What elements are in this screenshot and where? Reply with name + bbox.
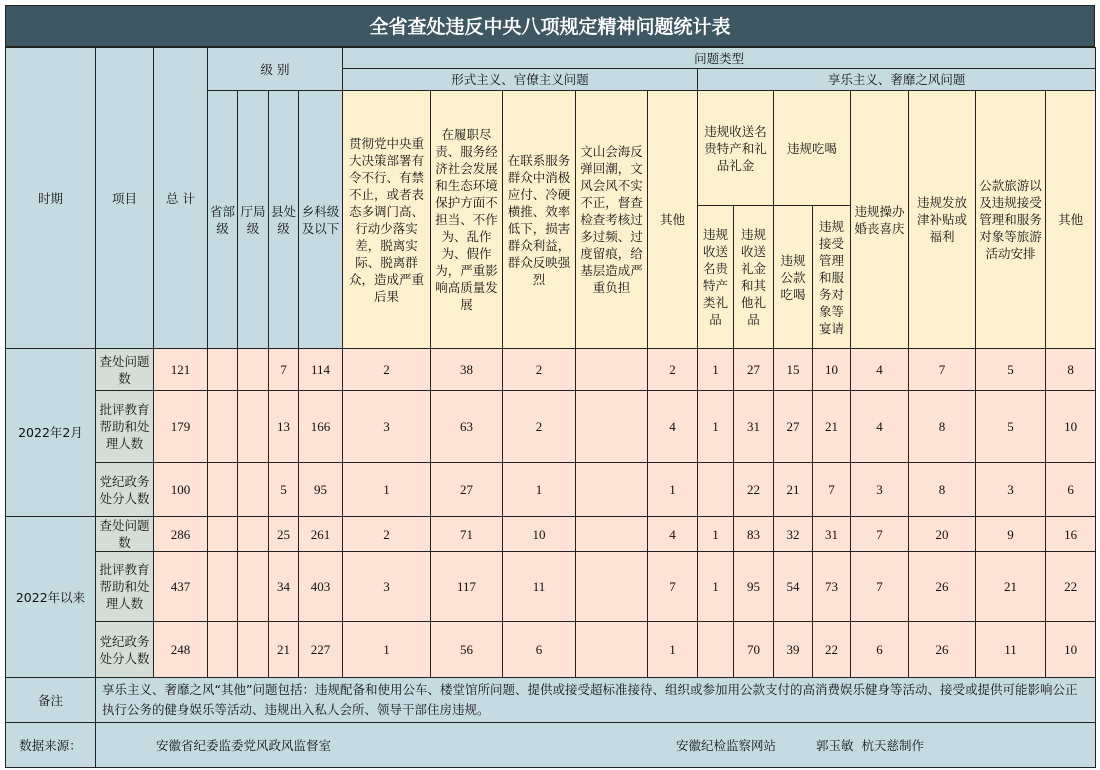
header-total: 总 计: [154, 48, 208, 349]
value-cell: 22: [734, 463, 774, 517]
total-cell: 437: [154, 552, 208, 622]
value-cell: 2: [343, 349, 431, 391]
value-cell: 21: [774, 463, 813, 517]
header-level-county: 县处级: [269, 91, 299, 349]
value-cell: 2: [503, 349, 576, 391]
value-cell: 3: [343, 552, 431, 622]
value-cell: 54: [774, 552, 813, 622]
header-formalism-col: 文山会海反弹回潮，文风会风不实不正，督查检查考核过多过频、过度留痕，给基层造成严重负担: [576, 91, 648, 349]
value-cell: 8: [909, 391, 976, 463]
table-row: [6, 463, 1096, 517]
value-cell: 31: [813, 517, 851, 552]
value-cell: [238, 349, 269, 391]
value-cell: [576, 391, 648, 463]
value-cell: [238, 622, 269, 678]
total-cell: 100: [154, 463, 208, 517]
value-cell: 25: [269, 517, 299, 552]
value-cell: 227: [299, 622, 343, 678]
value-cell: [208, 391, 238, 463]
value-cell: 4: [851, 391, 909, 463]
value-cell: [238, 463, 269, 517]
item-cell: 党纪政务处分人数: [96, 622, 154, 678]
header-gift-group: 违规收送名贵特产和礼品礼金: [698, 91, 774, 206]
value-cell: 403: [299, 552, 343, 622]
value-cell: 20: [909, 517, 976, 552]
header-dining-col: 违规公款吃喝: [774, 206, 813, 349]
value-cell: 1: [698, 552, 734, 622]
value-cell: 2: [343, 517, 431, 552]
value-cell: 10: [1046, 391, 1096, 463]
value-cell: 21: [976, 552, 1046, 622]
value-cell: 10: [503, 517, 576, 552]
header-formalism-other: 其他: [648, 91, 698, 349]
value-cell: 22: [1046, 552, 1096, 622]
header-gift-col: 违规收送名贵特产类礼品: [698, 206, 734, 349]
header-formalism-col: 在联系服务群众中消极应付、冷硬横推、效率低下，损害群众利益，群众反映强烈: [503, 91, 576, 349]
period-cell: 2022年以来: [6, 517, 96, 678]
header-hedonism-col: 违规发放津补贴或福利: [909, 91, 976, 349]
note-text: 享乐主义、奢靡之风“其他”问题包括：违规配备和使用公车、楼堂馆所问题、提供或接受超标准接待、组织或参加用公款支付的高消费娱乐健身等活动、接受或提供可能影响公正执行公务的健身娱乐等活动、违规出入私人会所、领导干部住房违规。: [96, 678, 1096, 723]
header-gift-col: 违规收送礼金和其他礼品: [734, 206, 774, 349]
value-cell: 2: [648, 349, 698, 391]
value-cell: 1: [343, 463, 431, 517]
value-cell: [238, 552, 269, 622]
header-level-bureau: 厅局级: [238, 91, 269, 349]
note-label: 备注: [6, 678, 96, 723]
header-formalism-col: 贯彻党中央重大决策部署有令不行、有禁不止，或者表态多调门高、行动少落实差，脱离实际、脱离群众，造成严重后果: [343, 91, 431, 349]
item-cell: 党纪政务处分人数: [96, 463, 154, 517]
value-cell: 70: [734, 622, 774, 678]
value-cell: 39: [774, 622, 813, 678]
value-cell: 26: [909, 552, 976, 622]
value-cell: 5: [269, 463, 299, 517]
value-cell: 11: [503, 552, 576, 622]
table-row: [6, 349, 1096, 391]
value-cell: 1: [648, 622, 698, 678]
value-cell: 3: [343, 391, 431, 463]
table-title: 全省查处违反中央八项规定精神问题统计表: [5, 5, 1095, 47]
value-cell: 15: [774, 349, 813, 391]
header-level: 级 别: [208, 48, 343, 91]
source-office: 安徽省纪委监委党风政风监督室: [156, 737, 332, 753]
header-formalism: 形式主义、官僚主义问题: [343, 69, 698, 91]
value-cell: 7: [851, 517, 909, 552]
value-cell: 4: [648, 517, 698, 552]
value-cell: 2: [503, 391, 576, 463]
value-cell: 7: [851, 552, 909, 622]
value-cell: [208, 517, 238, 552]
value-cell: [238, 391, 269, 463]
value-cell: 9: [976, 517, 1046, 552]
header-problem-type: 问题类型: [343, 48, 1096, 69]
value-cell: [208, 463, 238, 517]
value-cell: [208, 349, 238, 391]
header-hedonism-other: 其他: [1046, 91, 1096, 349]
value-cell: 11: [976, 622, 1046, 678]
value-cell: [576, 517, 648, 552]
value-cell: 1: [503, 463, 576, 517]
header-level-province: 省部级: [208, 91, 238, 349]
value-cell: 3: [976, 463, 1046, 517]
value-cell: [576, 463, 648, 517]
header-hedonism: 享乐主义、奢靡之风问题: [698, 69, 1096, 91]
value-cell: 6: [503, 622, 576, 678]
value-cell: 27: [774, 391, 813, 463]
value-cell: 16: [1046, 517, 1096, 552]
value-cell: 56: [431, 622, 503, 678]
value-cell: 261: [299, 517, 343, 552]
value-cell: 5: [976, 391, 1046, 463]
total-cell: 286: [154, 517, 208, 552]
value-cell: 10: [813, 349, 851, 391]
value-cell: 5: [976, 349, 1046, 391]
value-cell: 63: [431, 391, 503, 463]
value-cell: 27: [734, 349, 774, 391]
value-cell: [208, 622, 238, 678]
value-cell: 3: [851, 463, 909, 517]
value-cell: 1: [648, 463, 698, 517]
item-cell: 批评教育帮助和处理人数: [96, 391, 154, 463]
value-cell: 6: [851, 622, 909, 678]
value-cell: 21: [813, 391, 851, 463]
value-cell: 4: [648, 391, 698, 463]
value-cell: 166: [299, 391, 343, 463]
item-cell: 查处问题数: [96, 517, 154, 552]
value-cell: [576, 349, 648, 391]
table-row: [6, 517, 1096, 552]
item-cell: 查处问题数: [96, 349, 154, 391]
stats-table-container: [5, 5, 1095, 768]
value-cell: [238, 517, 269, 552]
value-cell: 71: [431, 517, 503, 552]
source-makers: 郭玉敏 杭天慈制作: [816, 737, 924, 753]
source-website: 安徽纪检监察网站: [676, 737, 777, 753]
value-cell: 7: [909, 349, 976, 391]
value-cell: 4: [851, 349, 909, 391]
value-cell: 1: [698, 391, 734, 463]
header-dining-group: 违规吃喝: [774, 91, 851, 206]
header-hedonism-col: 公款旅游以及违规接受管理和服务对象等旅游活动安排: [976, 91, 1046, 349]
value-cell: 114: [299, 349, 343, 391]
header-level-township: 乡科级及以下: [299, 91, 343, 349]
total-cell: 248: [154, 622, 208, 678]
value-cell: 1: [698, 517, 734, 552]
value-cell: [698, 622, 734, 678]
value-cell: 95: [299, 463, 343, 517]
value-cell: 21: [269, 622, 299, 678]
value-cell: 10: [1046, 622, 1096, 678]
table-row: [6, 622, 1096, 678]
value-cell: [698, 463, 734, 517]
period-cell: 2022年2月: [6, 349, 96, 517]
source-label: 数据来源：: [6, 723, 96, 768]
item-cell: 批评教育帮助和处理人数: [96, 552, 154, 622]
value-cell: 117: [431, 552, 503, 622]
header-hedonism-col: 违规操办婚丧喜庆: [851, 91, 909, 349]
value-cell: 8: [1046, 349, 1096, 391]
value-cell: 38: [431, 349, 503, 391]
value-cell: 1: [343, 622, 431, 678]
value-cell: 7: [269, 349, 299, 391]
value-cell: 26: [909, 622, 976, 678]
source-content: [96, 723, 1096, 768]
header-period: 时期: [6, 48, 96, 349]
value-cell: 7: [648, 552, 698, 622]
value-cell: [208, 552, 238, 622]
table-row: [6, 552, 1096, 622]
header-formalism-col: 在履职尽责、服务经济社会发展和生态环境保护方面不担当、不作为、乱作为、假作为，严重影响高质量发展: [431, 91, 503, 349]
value-cell: 31: [734, 391, 774, 463]
value-cell: 27: [431, 463, 503, 517]
value-cell: 13: [269, 391, 299, 463]
total-cell: 121: [154, 349, 208, 391]
value-cell: 8: [909, 463, 976, 517]
value-cell: 95: [734, 552, 774, 622]
total-cell: 179: [154, 391, 208, 463]
value-cell: [576, 622, 648, 678]
table-row: [6, 391, 1096, 463]
value-cell: 83: [734, 517, 774, 552]
header-item: 项目: [96, 48, 154, 349]
header-dining-col: 违规接受管理和服务对象等宴请: [813, 206, 851, 349]
value-cell: 6: [1046, 463, 1096, 517]
value-cell: 73: [813, 552, 851, 622]
value-cell: [576, 552, 648, 622]
value-cell: 34: [269, 552, 299, 622]
value-cell: 22: [813, 622, 851, 678]
stats-table: [5, 47, 1096, 768]
value-cell: 32: [774, 517, 813, 552]
value-cell: 1: [698, 349, 734, 391]
value-cell: 7: [813, 463, 851, 517]
